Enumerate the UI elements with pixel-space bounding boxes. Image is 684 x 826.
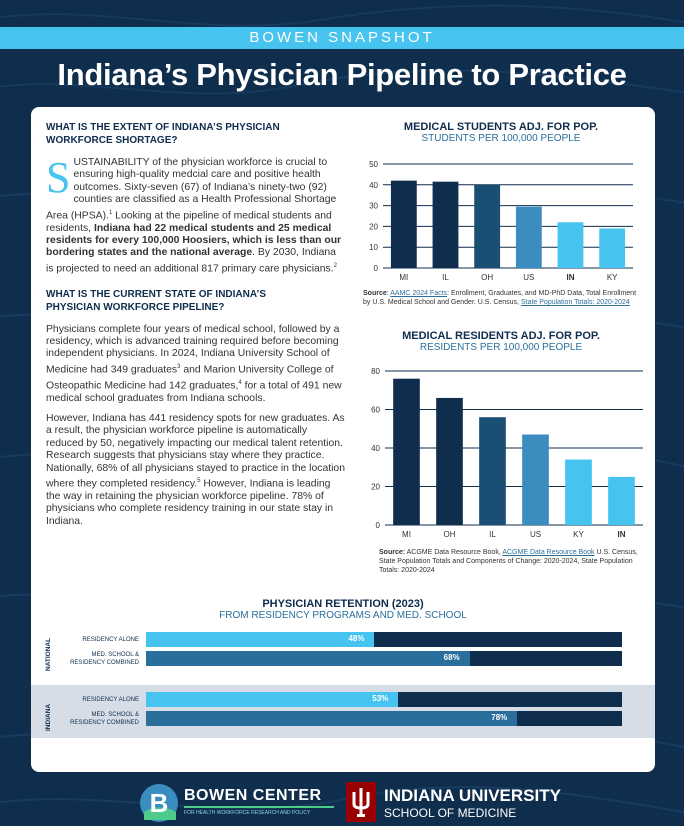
bar-mi xyxy=(393,379,420,525)
chart-students xyxy=(359,121,643,307)
bar-in xyxy=(608,477,635,525)
bar-il xyxy=(433,182,459,268)
header-banner: BOWEN SNAPSHOT xyxy=(0,27,684,49)
x-tick-label: OH xyxy=(481,273,494,282)
retention-bar-fill xyxy=(146,632,374,647)
source-label: Source: xyxy=(379,549,406,556)
retention-bar xyxy=(146,711,622,726)
x-tick-label: IN xyxy=(566,273,575,282)
footnote-5: 5 xyxy=(197,478,201,484)
x-tick-label: MI xyxy=(402,530,411,539)
chart-students-plot xyxy=(359,144,643,284)
bar-ky xyxy=(565,460,592,525)
footnote-1: 1 xyxy=(108,209,113,216)
bar-oh xyxy=(474,185,500,268)
y-tick-label: 50 xyxy=(369,160,378,169)
x-tick-label: IL xyxy=(442,273,449,282)
retention-subtitle: FROM RESIDENCY PROGRAMS AND MED. SCHOOL xyxy=(219,610,467,621)
section1-heading: WHAT IS THE EXTENT OF INDIANA’S PHYSICIAN WORKFORCE SHORTAGE? xyxy=(46,122,280,146)
bowen-center-logo xyxy=(138,782,338,822)
section1-bold-text: Indiana had 22 medical students and 25 medical residents for every 100,000 Hoosiers, which is less than our bordering states and the national average xyxy=(46,222,342,259)
section2-paragraph-1 xyxy=(46,324,346,405)
bowen-underline xyxy=(184,806,334,808)
y-tick-label: 80 xyxy=(371,367,380,376)
y-tick-label: 40 xyxy=(369,180,378,190)
retention-bar-fill xyxy=(146,711,517,726)
y-tick-label: 20 xyxy=(369,222,378,232)
bowen-name: BOWEN CENTER xyxy=(184,787,322,804)
x-tick-label: IN xyxy=(617,530,626,539)
chart-residents-title: MEDICAL RESIDENTS ADJ. FOR POP. xyxy=(402,330,600,342)
footnote-3: 3 xyxy=(177,363,181,370)
chart-students-source: Source: AAMC 2024 Facts: Enrollment, Graduates, and MD-PhD Data, Total Enrollment by U.S. Medical School and Gender. U.S. Census, State Population Totals: 2020-2024 xyxy=(363,290,637,306)
section2-heading: WHAT IS THE CURRENT STATE OF INDIANA’S PHYSICIAN WORKFORCE PIPELINE? xyxy=(46,288,266,313)
y-tick-label: 40 xyxy=(371,444,380,453)
left-column xyxy=(46,121,346,528)
section1-text-c: . By 2030, Indiana is projected to need an additional 817 primary care physicians. xyxy=(46,247,336,275)
bowen-subtitle: FOR HEALTH WORKFORCE RESEARCH AND POLICY xyxy=(184,810,311,816)
retention-title: PHYSICIAN RETENTION (2023) xyxy=(262,598,424,610)
section2-p2-a: However, Indiana has 441 residency spots for new graduates. As a result, the physician workforce pipeline is automatically reduced by 50, negatively impacting our medical talent retention. Research suggests that physicians stay where they practice. Nationally, 68% of all physicians stayed to practice in the location where they completed residency. xyxy=(46,412,345,490)
retention-row-label: MED. SCHOOL & RESIDENCY COMBINED xyxy=(70,652,139,666)
x-tick-label: KY xyxy=(573,530,584,539)
section2-p1-a: Physicians complete four years of medical school, followed by a residency, which is advanced training required before becoming independent physicians. In 2024, Indiana University School of Medicine had 349 graduates xyxy=(46,323,340,376)
footnote-4: 4 xyxy=(238,379,242,386)
y-tick-label: 60 xyxy=(371,405,380,415)
page-title: Indiana’s Physician Pipeline to Practice xyxy=(57,57,627,92)
retention-value-label: 78% xyxy=(491,713,508,722)
x-tick-label: US xyxy=(529,530,542,539)
iu-trident-icon xyxy=(346,782,376,822)
source-text: : Enrollment, Graduates, and MD-PhD Data, Total Enrollment by U.S. Medical School and Gender. U.S. Census, xyxy=(363,290,637,306)
y-tick-label: 20 xyxy=(371,482,380,492)
source-link-census[interactable]: State Population Totals: 2020-2024 xyxy=(520,299,630,306)
retention-row-label: MED. SCHOOL & RESIDENCY COMBINED xyxy=(70,712,139,726)
section2-p2-b: However, Indiana is leading the way in retaining the physician workforce pipeline. 78% of physicians who complete residency training in our state stay in Indiana. xyxy=(46,478,334,527)
section1-text-b: Looking at the pipeline of medical students and residents, xyxy=(46,210,332,234)
bar-us xyxy=(522,435,549,525)
bar-oh xyxy=(436,398,463,525)
retention-row-label: RESIDENCY ALONE xyxy=(82,697,139,703)
retention-group-national xyxy=(31,629,655,682)
retention-group-label: INDIANA xyxy=(45,703,52,731)
y-tick-label: 0 xyxy=(373,264,378,273)
iu-subtitle: SCHOOL OF MEDICINE xyxy=(384,806,517,820)
retention-bar xyxy=(146,632,622,647)
section2-paragraph-2 xyxy=(46,413,346,528)
y-tick-label: 0 xyxy=(375,521,380,530)
source-text-2: U.S. Census, State Population Totals and Components of Change: 2020-2024, State Population Totals: 2020-2024 xyxy=(379,549,638,574)
bar-ky xyxy=(599,228,625,268)
chart-students-title: MEDICAL STUDENTS ADJ. FOR POP. xyxy=(403,121,599,133)
section2-p1-b: and Marion University College of Osteopathic Medicine had 142 graduates, xyxy=(46,364,334,392)
chart-residents xyxy=(359,330,643,575)
retention-value-label: 68% xyxy=(443,653,460,662)
section1-paragraph xyxy=(46,153,346,276)
bar-mi xyxy=(391,181,417,268)
iu-logo xyxy=(346,782,586,822)
retention-bar xyxy=(146,651,622,666)
bar-in xyxy=(558,222,584,268)
retention-bar xyxy=(146,692,622,707)
section1-text-a: USTAINABILITY of the physician workforce is crucial to ensuring high-quality medcial care and positive health outcomes. Sixty-seven (67) of Indiana’s ninety-two (92) counties are classified as a Health Professional Shortage Area (HPSA). xyxy=(46,157,337,222)
chart-residents-subtitle: RESIDENTS PER 100,000 PEOPLE xyxy=(419,342,583,353)
source-link-acgme[interactable]: ACGME Data Resource Book xyxy=(502,549,595,556)
section2-p1-c: for a total of 491 new medical school graduates from Indiana schools. xyxy=(46,380,342,404)
source-label: Source xyxy=(363,290,387,297)
x-tick-label: MI xyxy=(399,273,409,282)
y-tick-label: 30 xyxy=(369,201,378,211)
iu-name: INDIANA UNIVERSITY xyxy=(384,786,561,805)
source-link-aamc[interactable]: AAMC 2024 Facts xyxy=(390,290,448,297)
chart-residents-plot xyxy=(359,353,643,543)
bar-us xyxy=(516,207,542,268)
retention-bar-fill xyxy=(146,692,398,707)
chart-residents-source xyxy=(379,548,644,575)
chart-students-subtitle: STUDENTS PER 100,000 PEOPLE xyxy=(421,133,581,144)
retention-bar-fill xyxy=(146,651,470,666)
retention-row-label: RESIDENCY ALONE xyxy=(82,637,139,643)
x-tick-label: US xyxy=(523,273,535,282)
content-card xyxy=(31,107,655,772)
source-text-1: ACGME Data Resource Book, xyxy=(405,549,503,556)
retention-value-label: 48% xyxy=(348,634,365,643)
retention-section xyxy=(31,598,655,621)
x-tick-label: KY xyxy=(606,273,618,282)
retention-group-indiana xyxy=(31,685,655,738)
retention-group-label: NATIONAL xyxy=(45,637,52,671)
svg-text:B: B xyxy=(149,788,169,818)
x-tick-label: IL xyxy=(489,530,496,539)
bowen-b-icon xyxy=(138,782,180,824)
bar-il xyxy=(479,417,506,525)
footnote-2: 2 xyxy=(333,262,337,269)
dropcap-letter: S xyxy=(46,153,71,202)
x-tick-label: OH xyxy=(443,530,456,539)
retention-value-label: 53% xyxy=(372,694,389,703)
y-tick-label: 10 xyxy=(369,243,378,253)
